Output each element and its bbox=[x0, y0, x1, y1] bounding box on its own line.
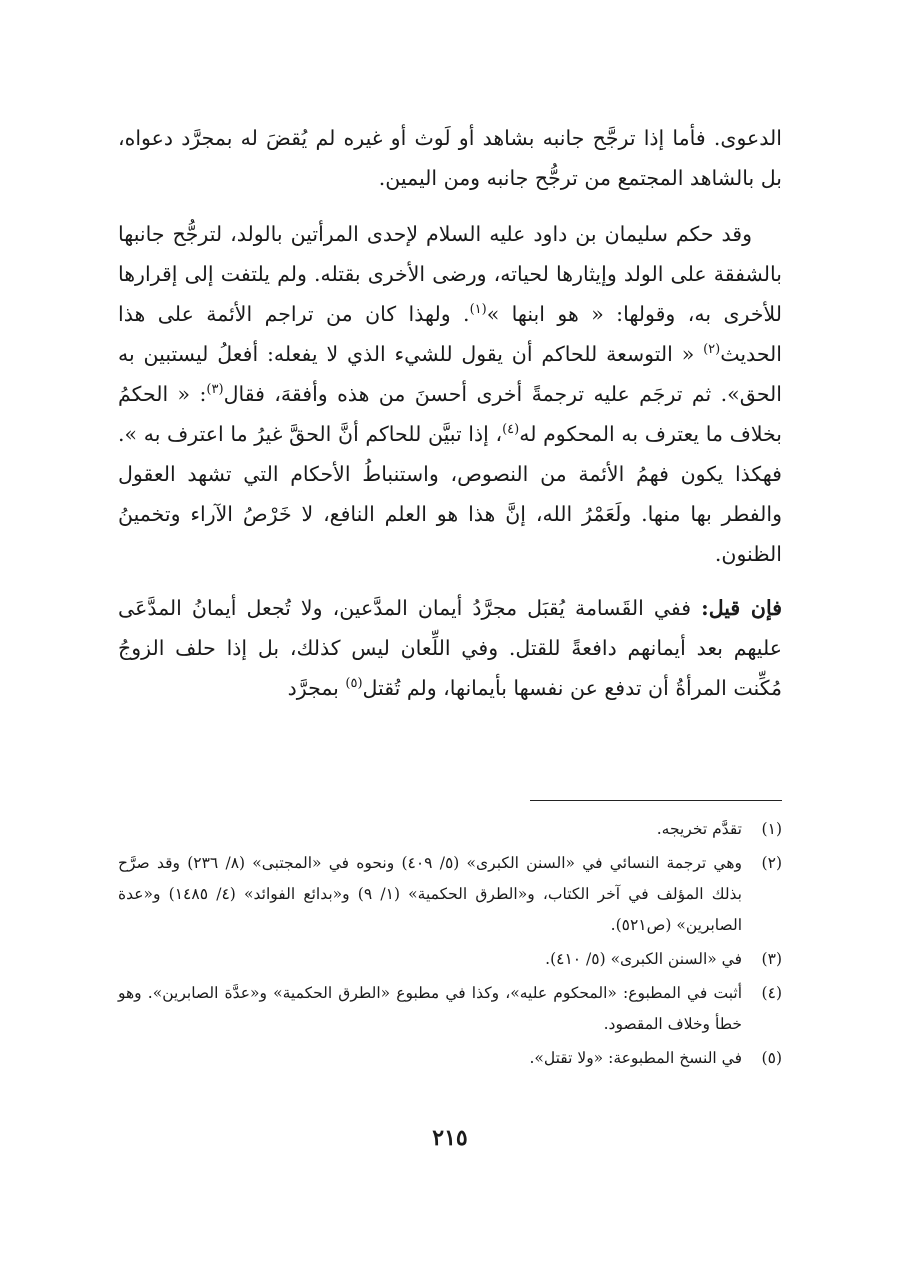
footnote-number: (٣) bbox=[761, 950, 782, 968]
footnote-ref-1[interactable]: (١) bbox=[469, 302, 487, 318]
footnote-3 bbox=[118, 944, 782, 975]
paragraph-3-lead: فإن قيل: bbox=[701, 596, 782, 620]
footnote-5 bbox=[118, 1043, 782, 1074]
footnote-ref-4[interactable]: (٤) bbox=[502, 422, 520, 438]
footnote-text: في «السنن الكبرى» (٥/ ٤١٠). bbox=[545, 950, 742, 968]
paragraph-1-text: الدعوى. فأما إذا ترجَّح جانبه بشاهد أو لَوث أو غيره لم يُقضَ له بمجرَّد دعواه، بل بالشاهد المجتمع من ترجُّح جانبه ومن اليمين. bbox=[118, 126, 782, 190]
footnote-number: (٥) bbox=[761, 1049, 782, 1067]
footnote-1 bbox=[118, 814, 782, 845]
footnote-text: وهي ترجمة النسائي في «السنن الكبرى» (٥/ ٤٠٩) ونحوه في «المجتبى» (٨/ ٢٣٦) وقد صرَّح بذلك المؤلف في آخر الكتاب، و«الطرق الحكمية» (١/ ٩) و«بدائع الفوائد» (٤/ ١٤٨٥) و«عدة الصابرين» (ص٥٢١). bbox=[118, 854, 743, 934]
paragraph-3-text-a: ففي القَسامة يُقبَل مجرَّدُ أيمان المدَّعين، ولا تُجعل أيمانُ المدَّعَى عليهم بعد أيمانهم دافعةً للقتل. وفي اللِّعان ليس كذلك، بل إذا حلف الزوجُ مُكِّنت المرأةُ أن تدفع عن نفسها بأيمانها، ولم تُقتل bbox=[118, 596, 782, 700]
footnote-number: (٢) bbox=[761, 854, 782, 872]
paragraph-1 bbox=[118, 118, 782, 198]
footnote-separator-line bbox=[530, 800, 782, 801]
footnote-ref-2[interactable]: (٢) bbox=[703, 342, 721, 358]
paragraph-3-text-b: بمجرَّد bbox=[287, 676, 346, 700]
footnote-number: (١) bbox=[761, 820, 782, 838]
footnote-ref-5[interactable]: (٥) bbox=[345, 676, 363, 692]
footnote-text: تقدَّم تخريجه. bbox=[656, 820, 742, 838]
paragraph-2-text-c: « التوسعة للحاكم أن يقول للشيء الذي لا يفعله: أفعلُ ليستبين به الحق». ثم ترجَم عليه ترجمةً أخرى أحسنَ من هذه وأفقهَ، فقال bbox=[118, 342, 783, 406]
footnote-number: (٤) bbox=[761, 984, 782, 1002]
page-number: ٢١٥ bbox=[432, 1125, 468, 1151]
footnote-4 bbox=[118, 978, 782, 1040]
page-body bbox=[118, 118, 783, 1067]
paragraph-3 bbox=[118, 588, 782, 708]
paragraph-2 bbox=[118, 214, 782, 574]
footnotes bbox=[118, 814, 782, 1077]
footnote-text: أثبت في المطبوع: «المحكوم عليه»، وكذا في مطبوع «الطرق الحكمية» و«عدَّة الصابرين». وهو خطأ وخلاف المقصود. bbox=[118, 984, 742, 1033]
footnote-2 bbox=[118, 848, 782, 941]
paragraph-2-text-a: وقد حكم سليمان بن داود عليه السلام لإحدى المرأتين بالولد، لترجُّح جانبها بالشفقة على الولد وإيثارها لحياته، ورضى الأخرى بقتله. ولم يلتفت إلى إقرارها للأخرى به، وقولها: « هو ابنها » bbox=[118, 222, 783, 326]
paragraph-2-text-e: ، إذا تبيَّن للحاكم أنَّ الحقَّ غيرُ ما اعترف به ». فهكذا يكون فهمُ الأئمة من النصوص، واستنباطُ الأحكام التي تشهد العقول والفطر بها منها. ولَعَمْرُ الله، إنَّ هذا هو العلم النافع، لا خَرْصُ الآراء وتخمينُ الظنون. bbox=[118, 422, 782, 566]
footnote-separator bbox=[118, 800, 782, 801]
paragraph-2-text-b: . ولهذا كان من تراجم الأئمة على هذا الحديث bbox=[118, 302, 782, 366]
footnote-text: في النسخ المطبوعة: «ولا تقتل». bbox=[529, 1049, 742, 1067]
paragraph-2-text-d: : « الحكمُ بخلاف ما يعترف به المحكوم له bbox=[118, 382, 782, 446]
footnote-ref-3[interactable]: (٣) bbox=[206, 382, 224, 398]
